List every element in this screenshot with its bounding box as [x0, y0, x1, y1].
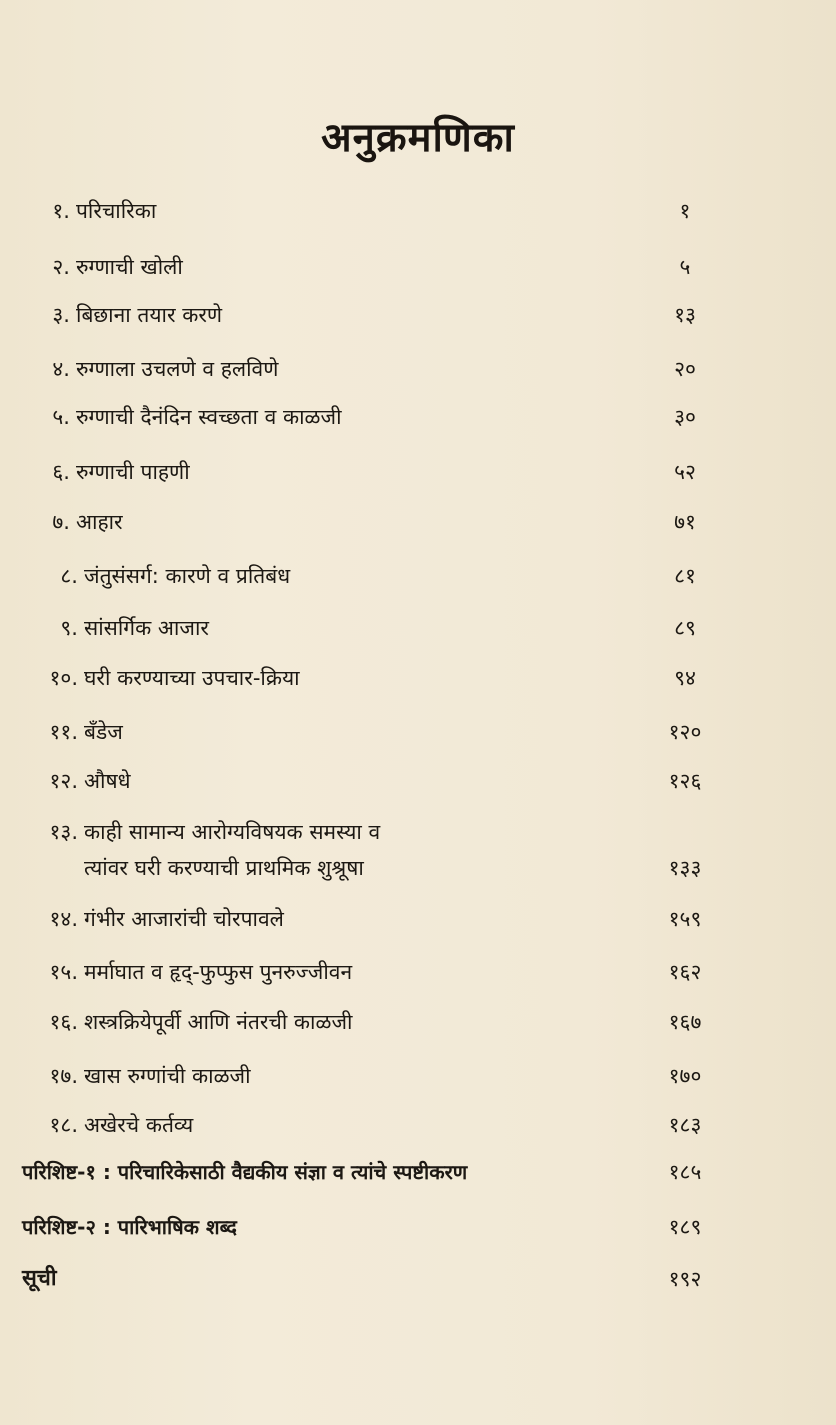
index-title: सूची: [22, 1266, 57, 1291]
entry-number: ४.: [52, 357, 70, 381]
entry-number: ७.: [52, 510, 70, 534]
entry-page: १८५: [668, 1160, 702, 1184]
entry-page: ५२: [674, 460, 696, 484]
entry-number: १४.: [49, 907, 78, 931]
entry-title: औषधे: [84, 769, 131, 793]
entry-page: ९४: [674, 666, 696, 690]
entry-title: आहार: [76, 510, 123, 534]
entry-page: १३: [674, 303, 696, 327]
entry-number: १६.: [49, 1010, 78, 1034]
entry-title: मर्माघात व हृद्-फुप्फुस पुनरुज्जीवन: [84, 960, 353, 984]
entry-title: शस्त्रक्रियेपूर्वी आणि नंतरची काळजी: [84, 1010, 353, 1034]
entry-number: २.: [52, 255, 70, 279]
entry-page: ७१: [674, 510, 696, 534]
entry-title: रुग्णाची दैनंदिन स्वच्छता व काळजी: [76, 405, 342, 429]
entry-page: ३०: [674, 405, 696, 429]
entry-number: १०.: [49, 666, 78, 690]
entry-title: रुग्णाला उचलणे व हलविणे: [76, 357, 279, 381]
entry-page: १७०: [668, 1064, 702, 1088]
entry-number: १३.: [49, 820, 78, 844]
entry-number: ८.: [60, 564, 78, 588]
entry-number: ५.: [52, 405, 70, 429]
appendix-title: परिशिष्ट-१ : परिचारिकेसाठी वैद्यकीय संज्ञा व त्यांचे स्पष्टीकरण: [22, 1160, 468, 1184]
entry-title: खास रुग्णांची काळजी: [84, 1064, 251, 1088]
entry-number: ११.: [49, 720, 78, 744]
entry-page: १९२: [668, 1267, 702, 1291]
entry-title: परिचारिका: [76, 199, 157, 223]
entry-title: अखेरचे कर्तव्य: [84, 1113, 194, 1137]
entry-number: १५.: [49, 960, 78, 984]
entry-title: काही सामान्य आरोग्यविषयक समस्या व: [84, 820, 381, 844]
entry-number: ९.: [60, 616, 78, 640]
appendix-title: परिशिष्ट-२ : पारिभाषिक शब्द: [22, 1215, 237, 1239]
entry-number: १२.: [49, 769, 78, 793]
entry-page: १३३: [668, 856, 702, 880]
entry-title-line2: त्यांवर घरी करण्याची प्राथमिक शुश्रूषा: [84, 856, 364, 880]
entry-page: १८३: [668, 1113, 702, 1137]
entry-number: १७.: [49, 1064, 78, 1088]
entry-title: रुग्णाची पाहणी: [76, 460, 190, 484]
entry-page: १५९: [668, 907, 702, 931]
page-title: अनुक्रमणिका: [321, 115, 515, 161]
entry-title: बिछाना तयार करणे: [76, 303, 223, 327]
entry-title: बँडेज: [84, 720, 123, 744]
entry-page: ८१: [674, 564, 696, 588]
entry-page: १८९: [668, 1215, 702, 1239]
entry-page: १६२: [668, 960, 702, 984]
entry-title: सांसर्गिक आजार: [84, 616, 209, 640]
entry-page: २०: [674, 357, 696, 381]
entry-number: ६.: [52, 460, 70, 484]
entry-title: घरी करण्याच्या उपचार-क्रिया: [84, 666, 300, 690]
entry-number: १.: [52, 199, 70, 223]
entry-page: १: [679, 199, 691, 223]
entry-page: १२६: [668, 769, 702, 793]
entry-number: १८.: [49, 1113, 78, 1137]
entry-title: गंभीर आजारांची चोरपावले: [84, 907, 284, 931]
entry-page: १२०: [668, 720, 702, 744]
entry-number: ३.: [52, 303, 70, 327]
entry-title: रुग्णाची खोली: [76, 255, 183, 279]
entry-page: १६७: [668, 1010, 702, 1034]
entry-page: ८९: [674, 616, 696, 640]
entry-title: जंतुसंसर्ग: कारणे व प्रतिबंध: [84, 564, 291, 588]
entry-page: ५: [679, 255, 691, 279]
